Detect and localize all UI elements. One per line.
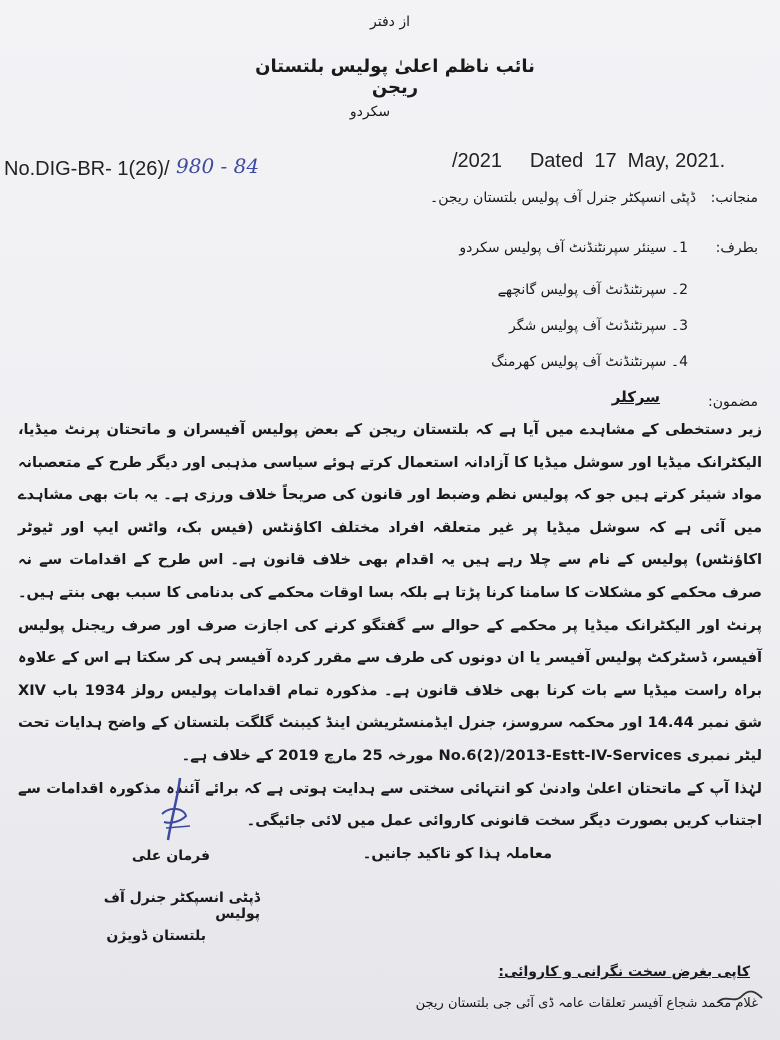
body-paragraph: لہٰذا آپ کے ماتحتان اعلیٰ وادنیٰ کو انتہائی سختی سے ہدایت ہوتی ہے کہ برائے آئندہ مذکورہ اقدامات سے اجتناب کریں بصورت دیگر سخت قانونی کاروائی عمل میں لائی جائیگی۔ [18, 779, 762, 830]
letter-date: /2021 Dated 17 May, 2021. [452, 150, 726, 172]
signature-mark [150, 776, 200, 846]
letter-body [18, 414, 762, 870]
city-name: سکردو [349, 104, 391, 120]
copy-to-recipient: غلام محمد شجاع آفیسر تعلقات عامہ ڈی آئی جی بلتستان ریجن [415, 996, 758, 1011]
reference-number: No.DIG-BR- 1(26)/ [4, 158, 170, 180]
from-value: ڈپٹی انسپکٹر جنرل آف پولیس بلتستان ریجن۔ [430, 190, 697, 206]
initials-mark [716, 986, 764, 1008]
office-title: نائب ناظم اعلیٰ پولیس بلتستان ریجن [255, 56, 535, 98]
to-label: بطرف: [715, 240, 758, 256]
from-label: منجانب: [710, 190, 758, 206]
from-office-heading: از دفتر [370, 14, 410, 30]
subject-value: سرکلر [611, 388, 660, 406]
subject-label: مضمون: [708, 394, 758, 410]
recipient-item: 4۔ سپرنٹنڈنٹ آف پولیس کھرمنگ [491, 354, 688, 370]
signatory-division: بلتستان ڈویژن [106, 928, 206, 944]
body-paragraph: معاملہ ہذا کو تاکید جانیں۔ [362, 844, 552, 862]
recipient-item: 3۔ سپرنٹنڈنٹ آف پولیس شگر [509, 318, 688, 334]
from-line [338, 190, 758, 206]
body-paragraph: زیر دستخطی کے مشاہدے میں آیا ہے کہ بلتستان ریجن کے بعض پولیس آفیسران و ماتحتان پرنٹ میڈیا، الیکٹرانک میڈیا اور سوشل میڈیا کا آزادانہ استعمال کرتے ہوئے سیاسی مذہبی اور دیگر طرح کے متعصبانہ مواد شیئر کرتے ہیں جو کہ پولیس نظم وضبط اور قانون کی صریحاً خلاف ورزی ہے۔ یہ بات بھی مشاہدے میں آئی ہے کہ سوشل میڈیا پر غیر متعلقہ افراد مختلف اکاؤنٹس (فیس بک، واٹس ایپ اور ٹیوٹر اکاؤنٹس) پولیس کے نام سے چلا رہے ہیں یہ اقدام بھی خلاف قانون ہے۔ اس طرح کے اقدامات سے نہ صرف محکمے کو مشکلات کا سامنا کرنا پڑتا ہے بلکہ بسا اوقات محکمے کی بدنامی کا سبب بھی بنتے ہیں۔ پرنٹ اور الیکٹرانک میڈیا پر محکمے کے حوالے سے گفتگو کرنے کی اجازت صرف اور صرف ریجنل پولیس آفیسر، ڈسٹرکٹ پولیس آفیسر یا ان دونوں کی طرف سے مقرر کردہ آفیسر ہی کر سکتا ہے اس کے علاوہ براہ راست میڈیا سے بات کرنا بھی خلاف قانون ہے۔ مذکورہ تمام اقدامات پولیس رولز 1934 باب XIV شق نمبر 14.44 اور محکمہ سروسز، جنرل ایڈمنسٹریشن اینڈ کیبنٹ گلگت بلتستان کے واضح ہدایات تحت لیٹر نمبری No.6(2)/2013-Estt-IV-Services مورخہ 25 مارچ 2019 کے خلاف ہے۔ [18, 421, 763, 764]
handwritten-dispatch-number: 980 - 84 [176, 154, 260, 178]
recipient-item: 1۔ سینئر سپرنٹنڈنٹ آف پولیس سکردو [459, 240, 688, 256]
signatory-name: فرمان علی [131, 848, 210, 864]
signatory-designation: ڈپٹی انسپکٹر جنرل آف پولیس [103, 890, 260, 922]
recipient-item: 2۔ سپرنٹنڈنٹ آف پولیس گانچھے [497, 282, 688, 298]
copy-to-label: کاپی بغرض سخت نگرانی و کاروائی: [498, 964, 750, 980]
